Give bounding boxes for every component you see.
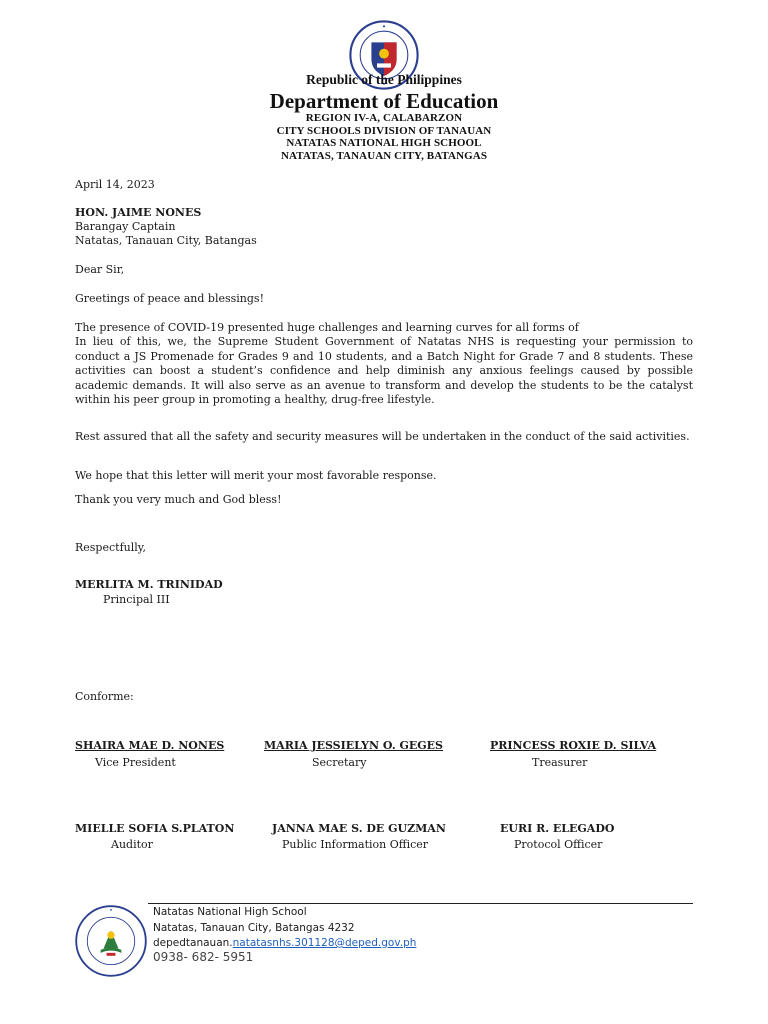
paragraph-4: Thank you very much and God bless! [75,493,282,506]
footer-email [153,937,416,949]
officer-role: Protocol Officer [514,838,603,851]
footer-email-link[interactable]: natatasnhs.301128@deped.gov.ph [232,937,417,949]
recipient-address: Natatas, Tanauan City, Batangas [75,234,257,247]
officer-name: MIELLE SOFIA S.PLATON [75,822,235,835]
footer-school: Natatas National High School [153,906,307,918]
header-department: Department of Education [269,89,499,113]
greeting: Greetings of peace and blessings! [75,292,264,305]
closing: Respectfully, [75,541,147,554]
paragraph-1: In lieu of this, we, the Supreme Student Government of Natatas NHS is requesting your permission to conduct a JS Promenade for Grades 9 and 10 students, and a Batch Night for Grade 7 and 8 students. These activities can boost a student’s confidence and help diminish any anxious feelings caused by possible academic demands. It will also serve as an avenue to transform and develop the students to be the catalyst within his peer group in promoting a healthy, drug-free lifestyle. [75,335,693,406]
school-seal-logo [74,904,148,978]
signatory-title: Principal III [103,593,170,606]
header-address: NATATAS, TANAUAN CITY, BATANGAS [280,149,488,162]
recipient-name: HON. JAIME NONES [75,206,202,219]
officer-role: Vice President [95,756,176,769]
paragraph-2: Rest assured that all the safety and security measures will be undertaken in the conduct of the said activities. [75,430,690,443]
header-school: NATATAS NATIONAL HIGH SCHOOL [286,137,482,149]
recipient-title: Barangay Captain [75,220,176,233]
header-region: REGION IV-A, CALABARZON [305,112,463,124]
officer-name: EURI R. ELEGADO [500,822,615,835]
officer-role: Auditor [111,838,153,851]
paragraph-3: We hope that this letter will merit your most favorable response. [75,469,437,482]
footer-divider [148,903,693,904]
header-address-block [0,112,768,162]
header-republic: Republic of the Philippines [306,72,462,87]
officer-auditor [75,822,235,851]
signatory-name: MERLITA M. TRINIDAD [75,578,223,591]
officer-role: Secretary [312,756,367,769]
officer-name: JANNA MAE S. DE GUZMAN [272,822,446,835]
officer-role: Public Information Officer [282,838,429,851]
salutation: Dear Sir, [75,263,125,276]
officer-name: SHAIRA MAE D. NONES [75,739,225,752]
footer-address: Natatas, Tanauan City, Batangas 4232 [153,922,355,934]
header-division: CITY SCHOOLS DIVISION OF TANAUAN [276,124,492,137]
officer-name: MARIA JESSIELYN O. GEGES [264,739,443,752]
officer-secretary [264,739,443,769]
footer-phone: 0938- 682- 5951 [153,950,254,964]
officer-treasurer [490,739,657,769]
officer-pio [272,822,446,851]
conforme-label: Conforme: [75,690,134,703]
officer-vice-president [75,739,225,769]
footer-email-prefix: depedtanauan. [153,937,233,949]
officer-role: Treasurer [532,756,588,769]
officer-name: PRINCESS ROXIE D. SILVA [490,739,657,752]
paragraph-1-first-line: The presence of COVID-19 presented huge challenges and learning curves for all forms of [75,321,579,334]
officer-protocol [500,822,615,851]
letter-date: April 14, 2023 [75,178,155,191]
